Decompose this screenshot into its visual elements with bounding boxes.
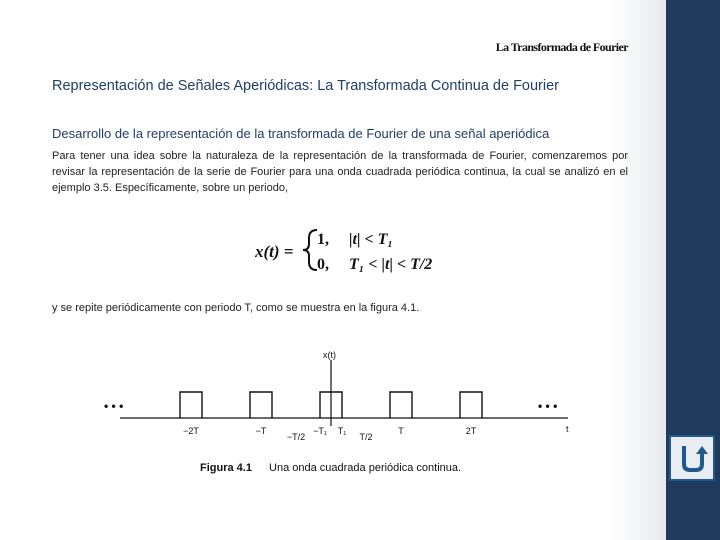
paragraph-intro: Para tener una idea sobre la naturaleza de la representación de la transformada de Fourier, comenzaremos por revisar la representación de la serie de Fourier para una onda cuadrada periódica continua, la cual se analizó en el ejemplo 3.5. Específicamente, sobre un periodo,: [52, 150, 628, 194]
formula-case2-value: 0,: [317, 256, 329, 273]
section-subheading: Desarrollo de la representación de la transformada de Fourier de una señal aperiódica: [52, 126, 550, 141]
figure-caption-text: Una onda cuadrada periódica continua.: [269, 462, 462, 474]
pulse-1: [180, 392, 202, 418]
tick-label: −T: [255, 426, 267, 436]
pulse-5: [460, 392, 482, 418]
tick-label: −T/2: [286, 432, 306, 442]
y-axis-label: x(t): [323, 350, 336, 360]
return-arrow-icon: [676, 442, 708, 474]
tick-label: 2T: [465, 426, 477, 436]
section-heading: Representación de Señales Aperiódicas: La Transformada Continua de Fourier: [52, 78, 559, 94]
paragraph-repeat: y se repite periódicamente con periodo T, como se muestra en la figura 4.1.: [52, 302, 420, 314]
square-wave-figure: [100, 348, 580, 480]
tick-label: −T₁: [313, 426, 327, 436]
x-axis-label: t: [566, 424, 569, 434]
tick-label: T₁: [337, 426, 347, 436]
piecewise-formula: [255, 222, 455, 278]
figure-caption: [200, 462, 461, 474]
figure-caption-label: Figura 4.1: [200, 462, 252, 474]
formula-case1-value: 1,: [317, 231, 329, 248]
pulse-4: [390, 392, 412, 418]
formula-lhs: x(t) =: [255, 242, 294, 261]
tick-label: T/2: [359, 432, 373, 442]
formula-case1-condition: |t| < T₁: [349, 231, 393, 248]
return-button[interactable]: [669, 435, 715, 481]
tick-label: T: [398, 426, 404, 436]
ellipsis-left: • • •: [104, 399, 124, 413]
tick-label: −2T: [183, 426, 199, 436]
pulse-2: [250, 392, 272, 418]
sidebar-gradient: [611, 0, 666, 540]
formula-case2-condition: T₁ < |t| < T/2: [349, 256, 433, 273]
ellipsis-right: • • •: [538, 399, 558, 413]
page-header-title: La Transformada de Fourier: [495, 40, 628, 54]
